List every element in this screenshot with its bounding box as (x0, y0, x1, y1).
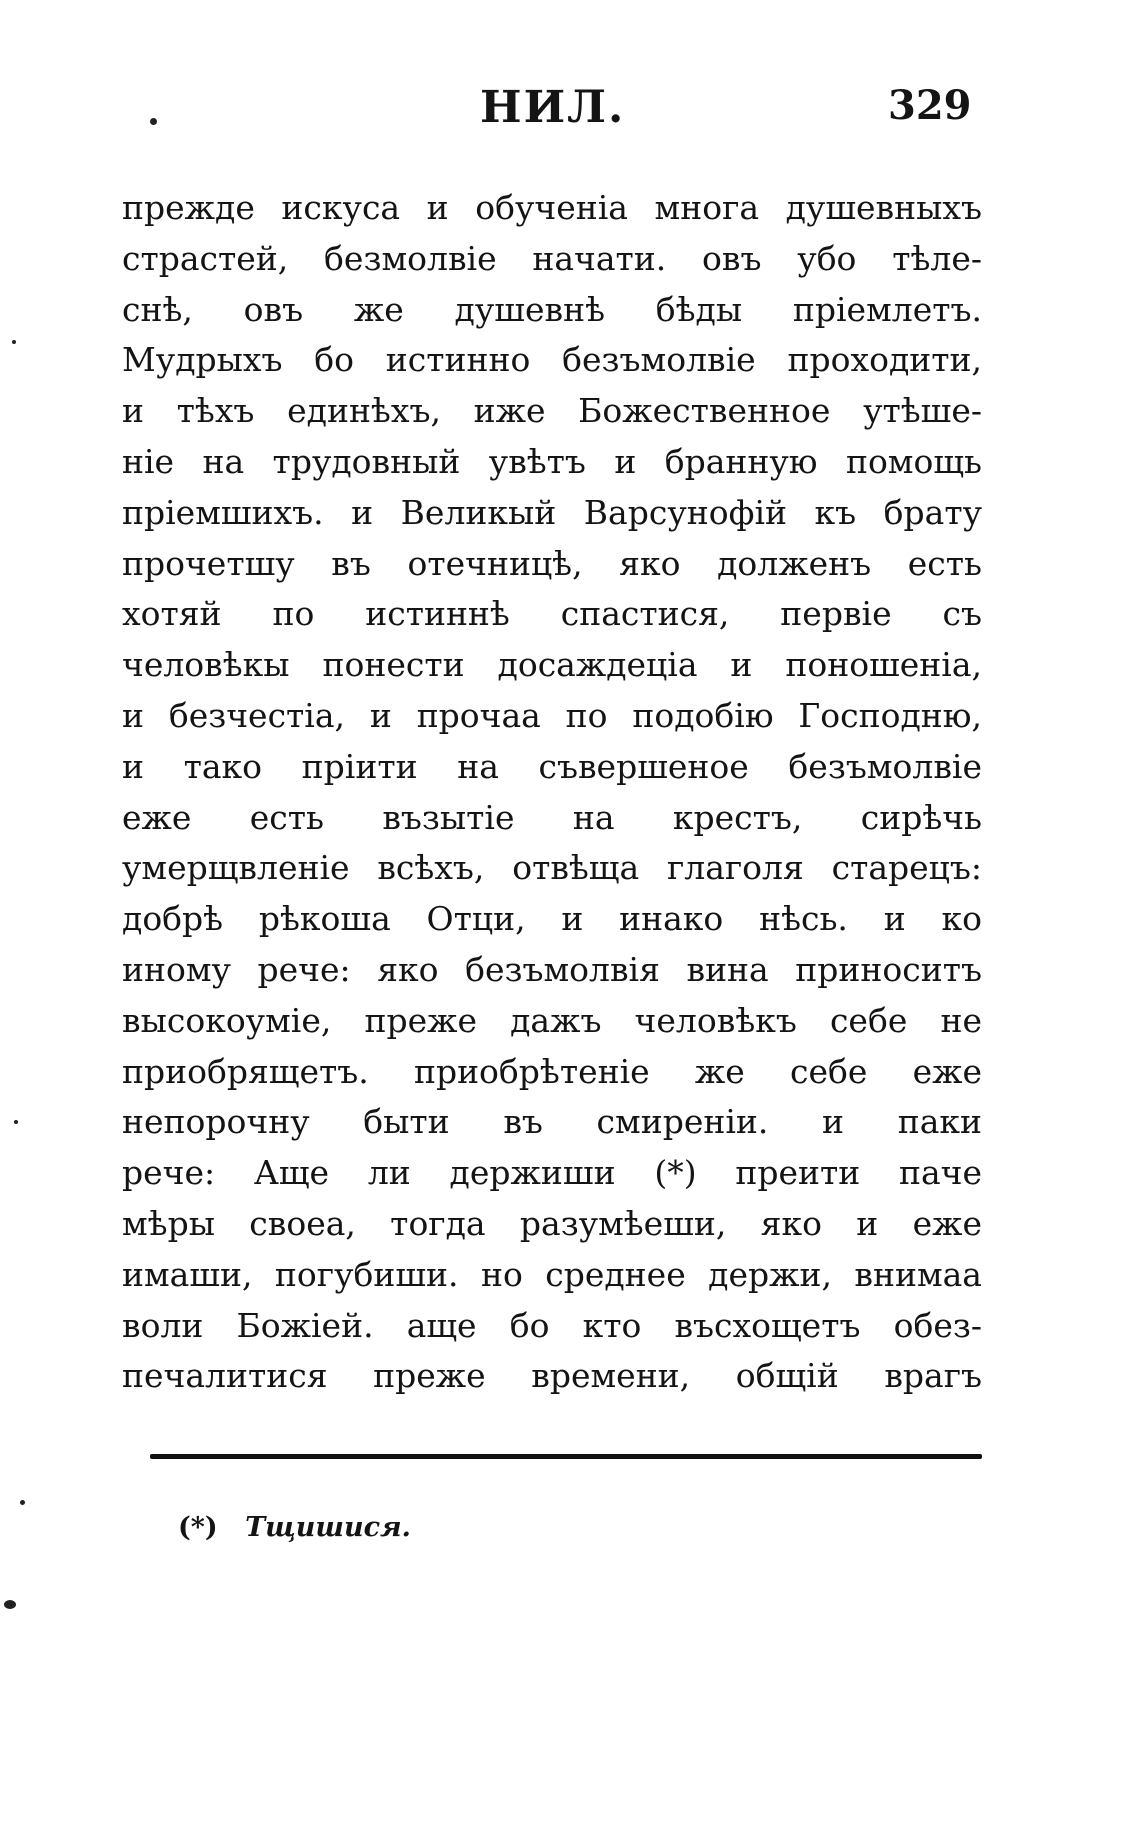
text-line: непорочну быти въ смиреніи. и паки (122, 1102, 982, 1142)
running-title: НИЛ. (480, 82, 626, 133)
text-line: и тако пріити на съвершеное безъмолвіе (122, 746, 982, 786)
text-line: высокоуміе, преже дажъ человѣкъ себе не (122, 1000, 982, 1040)
text-line: страстей, безмолвіе начати. овъ убо тѣле- (122, 238, 982, 278)
scan-speck (4, 1600, 16, 1609)
text-line: имаши, погубиши. но среднее держи, внимаа (122, 1254, 982, 1294)
footnote-text: Тщишися. (245, 1512, 411, 1543)
text-line: мѣры своеа, тогда разумѣеши, яко и еже (122, 1203, 982, 1243)
text-line: ніе на трудовный увѣтъ и бранную помощь (122, 441, 982, 481)
text-line: пріемшихъ. и Великый Варсунофій къ брату (122, 492, 982, 532)
page-header (0, 82, 1140, 152)
scan-speck (12, 340, 16, 344)
text-line: снѣ, овъ же душевнѣ бѣды пріемлетъ. (122, 289, 982, 329)
text-line: и тѣхъ единѣхъ, иже Божественное утѣше- (122, 391, 982, 431)
text-line: Мудрыхъ бо истинно безъмолвіе проходити, (122, 340, 982, 380)
text-line: и безчестіа, и прочаа по подобію Господню, (122, 695, 982, 735)
text-line: печалитися преже времени, общій врагъ (122, 1356, 982, 1396)
text-line: хотяй по истиннѣ спастися, первіе съ (122, 594, 982, 634)
footnote-marker: (*) (178, 1512, 218, 1543)
scan-speck (14, 1120, 18, 1124)
body-text (122, 183, 982, 1402)
page-number: 329 (888, 82, 972, 129)
text-line: рече: Аще ли держиши (*) преити паче (122, 1153, 982, 1193)
text-line: человѣкы понести досаждеціа и поношеніа, (122, 645, 982, 685)
text-line: прежде искуса и обученіа многа душевныхъ (122, 188, 982, 227)
text-line: еже есть възытіе на крестъ, сирѣчь (122, 797, 982, 837)
footnote-rule (150, 1454, 982, 1459)
text-line: приобрящетъ. приобрѣтеніе же себе еже (122, 1051, 982, 1091)
scan-speck (20, 1500, 25, 1505)
text-line: иному рече: яко безъмолвія вина приноситъ (122, 949, 982, 989)
scan-speck (150, 118, 157, 125)
footnote (178, 1512, 411, 1543)
text-line: умерщвленіе всѣхъ, отвѣща глаголя старецъ: (122, 848, 982, 888)
text-line: добрѣ рѣкоша Отци, и инако нѣсь. и ко (122, 899, 982, 939)
text-line: прочетшу въ отечницѣ, яко долженъ есть (122, 543, 982, 583)
text-line: воли Божіей. аще бо кто въсхощетъ обез- (122, 1305, 982, 1345)
